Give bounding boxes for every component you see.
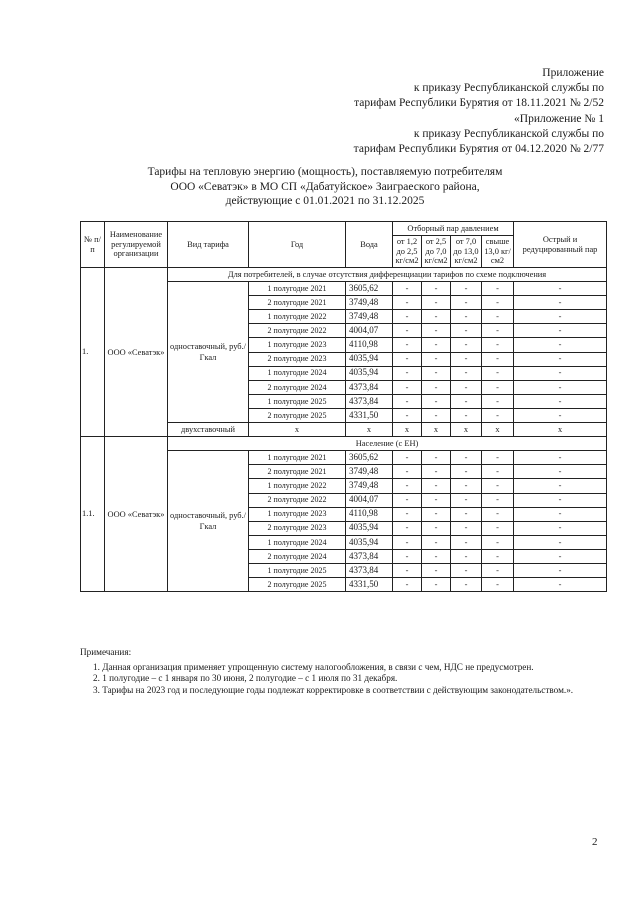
appendix-line: к приказу Республиканской службы по — [413, 82, 604, 95]
empty-value: - — [422, 521, 451, 535]
water-value: 4373,84 — [346, 549, 393, 563]
water-value: 4035,94 — [346, 535, 393, 549]
empty-value: - — [393, 380, 422, 394]
water-value: 4373,84 — [346, 380, 393, 394]
empty-value: - — [393, 507, 422, 521]
note-item: 1. Данная организация применяет упрощенную систему налогообложения, в связи с чем, НДС не предусмотрен. — [93, 661, 534, 672]
empty-value: - — [514, 324, 607, 338]
empty-value: - — [514, 563, 607, 577]
empty-value: - — [482, 451, 514, 465]
empty-value: - — [422, 324, 451, 338]
empty-value: - — [393, 366, 422, 380]
empty-value: - — [393, 521, 422, 535]
water-value: 4373,84 — [346, 563, 393, 577]
notes-section — [80, 647, 607, 696]
empty-value: - — [514, 394, 607, 408]
section-heading: Для потребителей, в случае отсутствия дифференциации тарифов по схеме подключения — [168, 268, 607, 282]
water-value: 4110,98 — [346, 338, 393, 352]
water-value: 3749,48 — [346, 479, 393, 493]
period-cell: 1 полугодие 2025 — [249, 563, 346, 577]
empty-value: - — [514, 479, 607, 493]
period-cell: 1 полугодие 2021 — [249, 282, 346, 296]
empty-value: - — [514, 549, 607, 563]
appendix-line: «Приложение № 1 — [514, 112, 604, 125]
period-cell: 2 полугодие 2025 — [249, 578, 346, 592]
header-steam-group: Отборный пар давлением — [393, 222, 514, 236]
org-name: ООО «Севатэк» — [105, 437, 168, 592]
section-number: 1.1. — [81, 437, 105, 592]
water-value: 4035,94 — [346, 521, 393, 535]
empty-value: - — [422, 352, 451, 366]
empty-value: - — [482, 352, 514, 366]
empty-value: - — [482, 493, 514, 507]
empty-value: - — [482, 408, 514, 422]
water-value: 4331,50 — [346, 578, 393, 592]
empty-value: - — [451, 324, 482, 338]
period-cell: 2 полугодие 2021 — [249, 296, 346, 310]
empty-value: - — [482, 507, 514, 521]
appendix-line: к приказу Республиканской службы по — [413, 127, 604, 140]
empty-value: - — [482, 521, 514, 535]
empty-value: - — [393, 479, 422, 493]
empty-value: - — [514, 338, 607, 352]
empty-value: - — [393, 296, 422, 310]
empty-value: - — [422, 338, 451, 352]
empty-value: - — [451, 578, 482, 592]
appendix-line: Приложение — [542, 67, 604, 79]
empty-value: - — [451, 451, 482, 465]
section-heading-row — [81, 268, 607, 282]
appendix-line: тарифам Республики Бурятия от 04.12.2020 № 2/77 — [353, 143, 604, 156]
title-line: действующие с 01.01.2021 по 31.12.2025 — [225, 195, 425, 207]
empty-value: - — [451, 296, 482, 310]
empty-value: - — [451, 338, 482, 352]
empty-value: - — [482, 535, 514, 549]
header-org: Наименование регулируемой организации — [105, 222, 168, 268]
empty-value: - — [451, 535, 482, 549]
empty-value: - — [514, 535, 607, 549]
empty-value: - — [482, 338, 514, 352]
empty-value: - — [422, 366, 451, 380]
empty-value: - — [482, 394, 514, 408]
empty-value: - — [482, 366, 514, 380]
header-steam-col: от 7,0 до 13,0 кг/см2 — [451, 236, 482, 268]
empty-value: - — [482, 296, 514, 310]
period-cell: 2 полугодие 2022 — [249, 324, 346, 338]
empty-value: - — [393, 549, 422, 563]
period-cell: 2 полугодие 2024 — [249, 549, 346, 563]
not-applicable-mark: х — [393, 423, 422, 437]
not-applicable-mark: х — [482, 423, 514, 437]
water-value: 4035,94 — [346, 352, 393, 366]
empty-value: - — [451, 310, 482, 324]
tariff-type: одноставочный, руб./Гкал — [168, 451, 249, 592]
page-number: 2 — [592, 836, 598, 848]
empty-value: - — [482, 282, 514, 296]
water-value: 4110,98 — [346, 507, 393, 521]
empty-value: - — [422, 549, 451, 563]
org-name: ООО «Севатэк» — [105, 268, 168, 437]
empty-value: - — [451, 465, 482, 479]
header-year: Год — [249, 222, 346, 268]
period-cell: 1 полугодие 2023 — [249, 507, 346, 521]
empty-value: - — [482, 465, 514, 479]
empty-value: - — [393, 578, 422, 592]
empty-value: - — [482, 479, 514, 493]
empty-value: - — [451, 282, 482, 296]
period-cell: 1 полугодие 2024 — [249, 366, 346, 380]
water-value: 3605,62 — [346, 282, 393, 296]
empty-value: - — [451, 352, 482, 366]
empty-value: - — [514, 310, 607, 324]
water-value: 3749,48 — [346, 310, 393, 324]
water-value: 4004,07 — [346, 324, 393, 338]
empty-value: - — [514, 465, 607, 479]
empty-value: - — [482, 324, 514, 338]
empty-value: - — [514, 282, 607, 296]
empty-value: - — [451, 408, 482, 422]
empty-value: - — [451, 380, 482, 394]
notes-heading: Примечания: — [80, 647, 132, 657]
empty-value: - — [422, 535, 451, 549]
document-title — [90, 165, 560, 209]
empty-value: - — [451, 493, 482, 507]
empty-value: - — [514, 507, 607, 521]
period-cell: 1 полугодие 2021 — [249, 451, 346, 465]
empty-value: - — [422, 563, 451, 577]
period-cell: 1 полугодие 2024 — [249, 535, 346, 549]
empty-value: - — [422, 380, 451, 394]
period-cell: 1 полугодие 2025 — [249, 394, 346, 408]
title-line: ООО «Севатэк» в МО СП «Дабатуйское» Заиграеского района, — [170, 180, 480, 193]
note-item: 2. 1 полугодие – с 1 января по 30 июня, 2 полугодие – с 1 июля по 31 декабря. — [93, 673, 398, 683]
empty-value: - — [393, 535, 422, 549]
empty-value: - — [393, 408, 422, 422]
empty-value: - — [393, 465, 422, 479]
appendix-line: тарифам Республики Бурятия от 18.11.2021 № 2/52 — [354, 97, 604, 110]
header-steam-col: от 1,2 до 2,5 кг/см2 — [393, 236, 422, 268]
period-cell: 2 полугодие 2021 — [249, 465, 346, 479]
empty-value: - — [422, 394, 451, 408]
empty-value: - — [514, 352, 607, 366]
period-cell: 2 полугодие 2025 — [249, 408, 346, 422]
empty-value: - — [422, 479, 451, 493]
water-value: 4004,07 — [346, 493, 393, 507]
water-value: 3605,62 — [346, 451, 393, 465]
tariff-type: одноставочный, руб./Гкал — [168, 282, 249, 423]
period-cell: 1 полугодие 2023 — [249, 338, 346, 352]
empty-value: - — [482, 380, 514, 394]
header-num: № п/п — [81, 222, 105, 268]
empty-value: - — [514, 408, 607, 422]
empty-value: - — [514, 578, 607, 592]
empty-value: - — [482, 310, 514, 324]
empty-value: - — [422, 408, 451, 422]
empty-value: - — [393, 493, 422, 507]
tariff-table-body — [81, 268, 607, 592]
empty-value: - — [393, 338, 422, 352]
empty-value: - — [451, 366, 482, 380]
empty-value: - — [451, 521, 482, 535]
empty-value: - — [422, 507, 451, 521]
empty-value: - — [482, 578, 514, 592]
water-value: 4373,84 — [346, 394, 393, 408]
not-applicable-mark: х — [422, 423, 451, 437]
header-tariff-type: Вид тарифа — [168, 222, 249, 268]
title-line: Тарифы на тепловую энергию (мощность), поставляемую потребителям — [147, 166, 503, 178]
note-item: 3. Тарифы на 2023 год и последующие годы подлежат корректировке в соответствии с действующим законодательством.». — [93, 684, 574, 695]
header-steam-col: свыше 13,0 кг/см2 — [482, 236, 514, 268]
empty-value: - — [514, 296, 607, 310]
appendix-header — [274, 66, 604, 157]
section-heading: Население (с ЕН) — [168, 437, 607, 451]
empty-value: - — [422, 578, 451, 592]
water-value: 3749,48 — [346, 465, 393, 479]
not-applicable-mark: х — [346, 423, 393, 437]
empty-value: - — [482, 563, 514, 577]
empty-value: - — [514, 366, 607, 380]
not-applicable-mark: х — [249, 423, 346, 437]
empty-value: - — [514, 451, 607, 465]
period-cell: 2 полугодие 2023 — [249, 352, 346, 366]
not-applicable-mark: х — [451, 423, 482, 437]
period-cell: 2 полугодие 2023 — [249, 521, 346, 535]
period-cell: 1 полугодие 2022 — [249, 479, 346, 493]
empty-value: - — [422, 451, 451, 465]
empty-value: - — [393, 451, 422, 465]
header-water: Вода — [346, 222, 393, 268]
period-cell: 2 полугодие 2024 — [249, 380, 346, 394]
tariff-type: двухставочный — [168, 423, 249, 437]
empty-value: - — [451, 507, 482, 521]
period-cell: 1 полугодие 2022 — [249, 310, 346, 324]
period-cell: 2 полугодие 2022 — [249, 493, 346, 507]
empty-value: - — [451, 563, 482, 577]
empty-value: - — [514, 493, 607, 507]
empty-value: - — [422, 493, 451, 507]
empty-value: - — [393, 352, 422, 366]
empty-value: - — [451, 549, 482, 563]
empty-value: - — [393, 310, 422, 324]
empty-value: - — [393, 282, 422, 296]
empty-value: - — [482, 549, 514, 563]
empty-value: - — [393, 563, 422, 577]
empty-value: - — [393, 394, 422, 408]
water-value: 4331,50 — [346, 408, 393, 422]
section-heading-row — [81, 437, 607, 451]
tariff-table — [80, 221, 607, 592]
header-sharp-steam: Острый и редуцированный пар — [514, 222, 607, 268]
empty-value: - — [422, 282, 451, 296]
empty-value: - — [514, 521, 607, 535]
section-number: 1. — [81, 268, 105, 437]
water-value: 4035,94 — [346, 366, 393, 380]
empty-value: - — [451, 394, 482, 408]
header-steam-col: от 2,5 до 7,0 кг/см2 — [422, 236, 451, 268]
empty-value: - — [422, 465, 451, 479]
not-applicable-mark: х — [514, 423, 607, 437]
empty-value: - — [514, 380, 607, 394]
empty-value: - — [422, 310, 451, 324]
empty-value: - — [451, 479, 482, 493]
water-value: 3749,48 — [346, 296, 393, 310]
empty-value: - — [422, 296, 451, 310]
empty-value: - — [393, 324, 422, 338]
